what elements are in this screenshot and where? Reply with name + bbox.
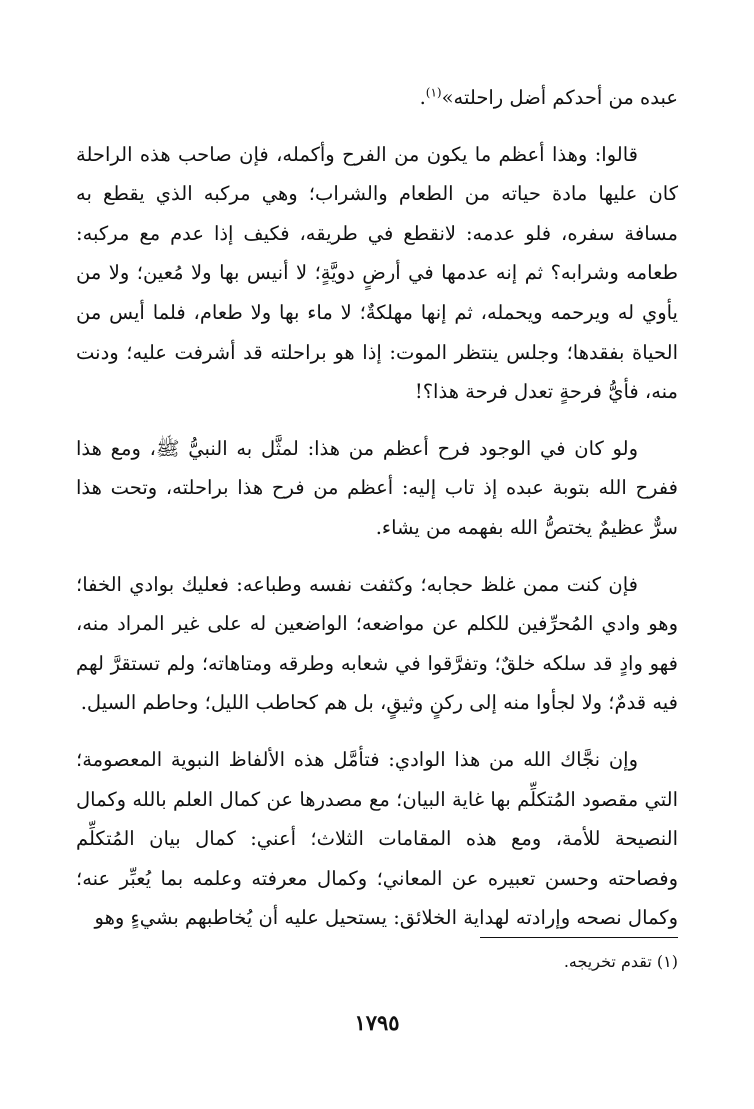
paragraph-2: قالوا: وهذا أعظم ما يكون من الفرح وأكمله، فإن صاحب هذه الراحلة كان عليها مادة حياته من الطعام والشراب؛ وهي مركبه الذي يقطع به مسافة سفره، فلو عدمه: لانقطع في طريقه، فكيف إذا عدم مع مركبه: طعامه وشرابه؟ ثم إنه عدمها في أرضٍ دويَّةٍ؛ لا أنيس بها ولا مُعين؛ ولا من يأوي له ويرحمه ويحمله، ثم إنها مهلكةٌ؛ لا ماء بها ولا طعام، فلما أيس من الحياة بفقدها؛ وجلس ينتظر الموت: إذا هو براحلته قد أشرفت عليه؛ ودنت منه، فأيُّ فرحةٍ تعدل فرحة هذا؟! [76,142,678,404]
footnote-text: تقدم تخريجه. [563,952,652,971]
paragraph-gap [76,548,678,565]
paragraph-4: فإن كنت ممن غلظ حجابه؛ وكثفت نفسه وطباعه: فعليك بوادي الخفا؛ وهو وادي المُحرِّفين للكلم عن مواضعه؛ الواضعين له على غير المراد منه، فهو وادٍ قد سلكه خلقٌ؛ وتفرَّقوا في شعابه وطرقه ومتاهاته؛ ولم تستقرَّ لهم فيه قدمٌ؛ ولا لجأوا منه إلى ركنٍ وثيقٍ، بل هم كحاطب الليل؛ وحاطم السيل. [76,572,678,715]
page-number: ١٧٩٥ [354,1010,400,1035]
footnote-marker: (١) [656,952,678,971]
paragraph-5: وإن نجَّاك الله من هذا الوادي: فتأمَّل هذه الألفاظ النبوية المعصومة؛ التي مقصود المُتكلِّم بها غاية البيان؛ مع مصدرها عن كمال العلم بالله وكمال النصيحة للأمة، ومع هذه المقامات الثلاث؛ أعني: كمال بيان المُتكلِّم وفصاحته وحسن تعبيره عن المعاني؛ وكمال معرفته وعلمه بما يُعبِّر عنه؛ وكمال نصحه وإرادته لهداية الخلائق: يستحيل عليه أن يُخاطبهم بشيءٍ وهو [76,747,678,930]
main-text [76,78,678,938]
paragraph-1-end: . [419,86,426,109]
footnote-reference: (١) [425,85,442,100]
footnote [76,948,678,976]
paragraph-1-text: عبده من أحدكم أضل راحلته» [441,86,678,109]
paragraph-3: ولو كان في الوجود فرح أعظم من هذا: لمثَّل به النبيُّ ﷺ، ومع هذا ففرح الله بتوبة عبده إذ تاب إليه: أعظم من فرح هذا براحلته، وتحت هذا سرٌّ عظيمٌ يختصُّ الله بفهمه من يشاء. [76,436,678,539]
paragraph-1 [76,78,678,118]
paragraph-gap [76,118,678,135]
footnote-separator [480,937,678,938]
paragraph-gap [76,723,678,740]
paragraph-gap [76,412,678,429]
